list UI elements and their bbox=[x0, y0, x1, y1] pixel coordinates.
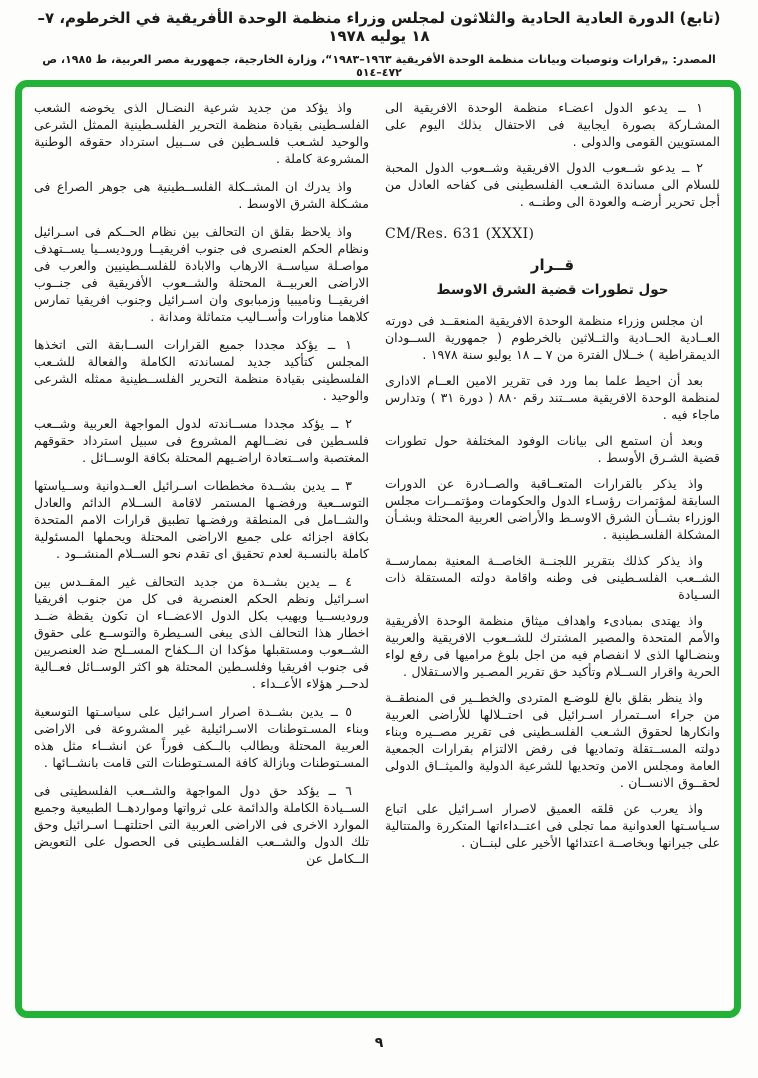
document-frame bbox=[15, 80, 741, 1018]
operative-clause-1: ١ ــ يدعو الدول اعضـاء منظمة الوحدة الافريقية الى المشـاركة بصورة ايجابية فى الاحتفال بذلك اليوم على المستويين القومى والدولى . bbox=[385, 100, 720, 149]
page-footer bbox=[0, 1032, 758, 1051]
preamble-paragraph: واذ يذكر كذلك بتقرير اللجنــة الخاصــة المعنية بممارســة الشــعب الفلسـطينى فى وطنه واقامة دولته المستقلة ذات السـيادة bbox=[385, 553, 720, 602]
preamble-paragraph: واذ يدرك ان المشــكلة الفلســطينية هى جوهر الصراع فى مشـكلة الشرق الاوسط . bbox=[34, 179, 369, 211]
operative-clause: ١ ــ يؤكد مجددا جميع القرارات الســابقة التى اتخذها المجلس كتأكيد جديد لمساندته الكاملة والفعالة للشـعب الفلسطينى بقيادة منظمة التحرير الفلســطينية ممثله الشرعى والوحيد . bbox=[34, 337, 369, 403]
operative-clause-2: ٢ ــ يدعو شــعوب الدول الافريقية وشــعوب الدول المحبة للسلام الى مساندة الشـعب الفلسطينى فى كفاحه العادل من أجل تحرير أرضـه والعودة الى وطنــه . bbox=[385, 160, 720, 209]
preamble-paragraph: ان مجلس وزراء منظمة الوحدة الافريقية المنعقــد فى دورته العــادية الحــادية والثــلاثين بالخرطوم ( جمهورية الســودان الديمقراطية ) خــلال الفترة من ٧ ــ ١٨ يوليو سنة ١٩٧٨ . bbox=[385, 313, 720, 362]
operative-clause: ٥ ــ يدين بشــدة اصرار اسـرائيل على سياسـتها التوسعية وبناء المسـتوطنات الاسـرائيلية غير المشروعة فى الاراضى العربية المحتلة ويطالب بالــكف فوراً عن انشــاء مثل هذه المسـتوطنات وبازالة كافة المسـتوطنات التى قامت بانشــائها . bbox=[34, 704, 369, 770]
operative-clause: ٤ ــ يدين بشــدة من جديد التحالف غير المقــدس بين اسـرائيل ونظم الحكم العنصرية فى كل من جنوب افريقيا وروديســيا ويهيب بكل الدول الاعضــاء ان تكون يقظة ضــد اخطار هذا التحالف الذى يبغى السـيطرة والتوســع على حقوق الشــعوب ومستقبلها مؤكدا ان الــكفاح المســلح ضد العنصريين فى جنوب افريقيا وفلسـطين المحتلة هو اكثر الوســائل فعــالية لدحــر هؤلاء الأعــداء . bbox=[34, 574, 369, 691]
operative-clause: ٣ ــ يدين بشــدة مخططات اسـرائيل العــدوانية وســياستها التوســعية ورفضـها المستمر لاقامة الســلام الدائم والعادل والشــامل فى المنطقة ورفضـها تطبيق قرارات الامم المتحدة بكافة اجزائه على جميع الاراضى المحتلة ويحملها المسئولية كاملة بالنسـبة لعدم تحقيق اى تقدم نحو الســلام المنشــود . bbox=[34, 478, 369, 561]
column-right bbox=[385, 99, 720, 1001]
preamble-paragraph: وبعد أن استمع الى بيانات الوفود المختلفة حول تطورات قضية الشـرق الأوسط . bbox=[385, 433, 720, 465]
preamble-paragraph: واذ يعرب عن قلقه العميق لاصرار اسـرائيل على اتباع سـياسـتها العدوانية مما تجلى فى اعتــداءاتها المتكررة والمتتالية على جيرانها وبخاصــة اعتدائها الأخير على لبنــان . bbox=[385, 801, 720, 850]
preamble-paragraph: واذ يؤكد من جديد شرعية النضـال الذى يخوضه الشعب الفلسـطينى بقيادة منظمة التحرير الفلسـطينية الممثل الشرعى والوحيد لشـعب فلسـطين فى ســبيل استرداد حقوقه الوطنية المشروعة كاملة . bbox=[34, 100, 369, 166]
resolution-subtitle: حول تطورات قضية الشرق الاوسط bbox=[436, 282, 669, 298]
page-number: ٩ bbox=[374, 1035, 384, 1051]
preamble-paragraph: بعد أن احيط علما بما ورد فى تقرير الامين العــام الادارى لمنظمة الوحدة الافريقية مســتند رقم ٨٨٠ ( دورة ٣١ ) وتدارس ماجاء فيه . bbox=[385, 373, 720, 422]
source-citation: المصدر: „قرارات وتوصيات وبيانات منظمة الوحدة الأفريقية ١٩٦٣–١٩٨٣“، وزارة الخارجية، جمهورية مصر العربية، ط ١٩٨٥، ص ٤٧٢–٥١٤ bbox=[42, 53, 716, 79]
operative-clause: ٢ ــ يؤكد مجددا مســاندته لدول المواجهة العربية وشــعب فلسـطين فى نضــالهم المشروع فى سبيل استرداد حقوقهم المغتصبة واســتعادة اراضـيهم المحتلة بكافة الوســائل . bbox=[34, 416, 369, 465]
resolution-reference: CM/Res. 631 (XXXI) bbox=[385, 226, 535, 242]
column-left bbox=[34, 99, 369, 1001]
session-title: (تابع) الدورة العادية الحادية والثلاثون لمجلس وزراء منظمة الوحدة الأفريقية في الخرطوم، ٧–١٨ يوليه ١٩٧٨ bbox=[37, 9, 721, 45]
preamble-paragraph: واذ يذكر بالقرارات المتعــاقبة والصــادرة عن الدورات السابقة لمؤتمرات رؤسـاء الدول والحكومات ومؤتمــرات مجلس الوزراء بشــأن الشرق الاوسـط والأراضى العربية المحتلة وبشـأن المشكلة الفلسـطينية . bbox=[385, 476, 720, 542]
preamble-paragraph: واذ ينظر بقلق بالغ للوضـع المتردى والخطــير فى المنطقــة من جراء اســتمرار اسـرائيل فى احتــلالها للأراضى العربية وانكارها لحقوق الشـعب الفلسـطينى فى تقرير مصــيره وبناء دولته المســتقلة وتماديها فى رفض الالتزام بقرارات الجمعية العامة ومجلس الامن وتحديها للشرعية الدولية والميثــاق الدولى لحقــوق الانســان . bbox=[385, 690, 720, 790]
preamble-paragraph: واذ يلاحظ بقلق ان التحالف بين نظام الحــكم فى اسـرائيل ونظام الحكم العنصرى فى جنوب افريقيــا وروديســيا يســتهدف مواصـلة سياســة الارهاب والابادة للفلســطينيين والعرب فى الاراضى العربيــة المحتلة والشــعوب الأفريقية فى جنــوب افريقيــا وناميبيا وزمبابوى وان اسـرائيل وجنوب افريقيا تمارس كلاهما مناورات وأســاليب متماثلة ومدانة . bbox=[34, 224, 369, 324]
two-column-layout bbox=[34, 99, 720, 1001]
resolution-title: قــرار bbox=[530, 256, 575, 274]
preamble-paragraph: واذ يهتدى بمبادىء واهداف ميثاق منظمة الوحدة الأفريقية والأمم المتحدة والمصير المشترك للشــعوب الافريقية والعربية وبنضـالها الذى لا انفصام فيه من اجل بلوغ مراميها فى رفع لواء الحرية واقرار الســلام وتأكيد حق تقرير المصـير والاسـتقلال . bbox=[385, 613, 720, 679]
page-header bbox=[0, 0, 758, 79]
operative-clause: ٦ ــ يؤكد حق دول المواجهة والشــعب الفلسطينى فى الســيادة الكاملة والدائمة على ثرواتها ومواردهــا الطبيعية وجميع الموارد الاخرى فى الاراضى العربية التى احتلتهــا اسـرائيل وحق تلك الدول والشــعب الفلسـطينى فى الحصول على التعويض الــكامل عن bbox=[34, 783, 369, 866]
